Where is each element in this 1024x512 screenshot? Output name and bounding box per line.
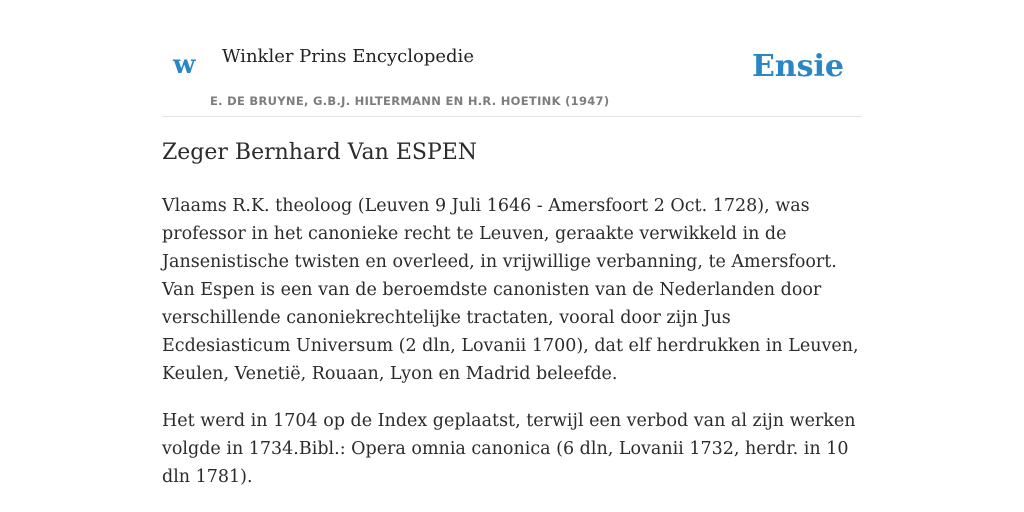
source-logo[interactable]: w <box>173 50 196 80</box>
entry-body <box>162 192 862 510</box>
entry-paragraph: Vlaams R.K. theoloog (Leuven 9 Juli 1646 - Amersfoort 2 Oct. 1728), was professor in het canonieke recht te Leuven, geraakte verwikkeld in de Jansenistische twisten en overleed, in vrijwillige verbanning, te Amersfoort. Van Espen is een van de beroemdste canonisten van de Nederlanden door verschillende canoniekrechtelijke tractaten, vooral door zijn Jus Ecdesiasticum Universum (2 dln, Lovanii 1700), dat elf herdrukken in Leuven, Keulen, Venetië, Rouaan, Lyon en Madrid beleefde. <box>162 196 859 384</box>
source-title-link[interactable]: Winkler Prins Encyclopedie <box>222 46 474 67</box>
source-authors: E. DE BRUYNE, G.B.J. HILTERMANN EN H.R. HOETINK (1947) <box>210 94 610 108</box>
entry-title: Zeger Bernhard Van ESPEN <box>162 140 478 165</box>
source-header <box>162 0 862 117</box>
ensie-brand-logo[interactable]: Ensie <box>751 49 844 84</box>
entry-paragraph: Het werd in 1704 op de Index geplaatst, terwijl een verbod van al zijn werken volgde in 1734.Bibl.: Opera omnia canonica (6 dln, Lovanii 1732, herdr. in 10 dln 1781). <box>162 411 856 487</box>
